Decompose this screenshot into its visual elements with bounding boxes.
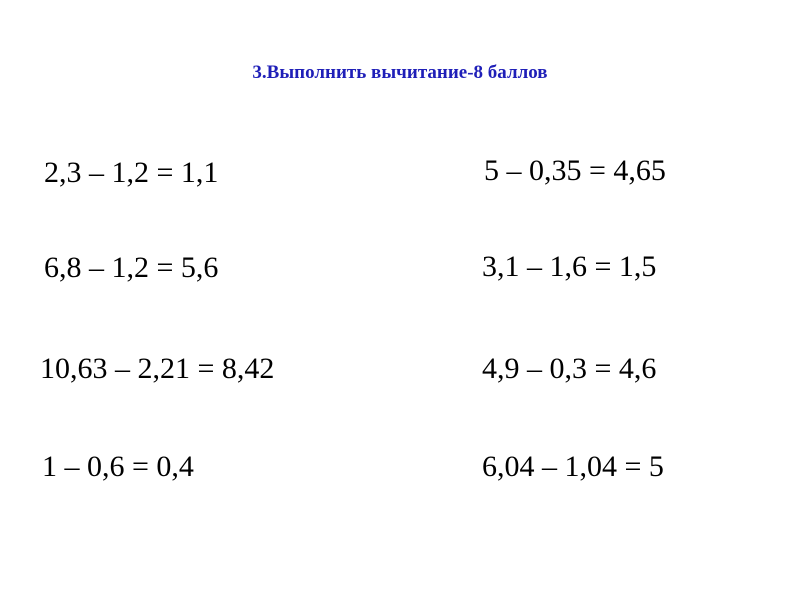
equation-right-4: 6,04 – 1,04 = 5 (482, 450, 664, 483)
page-title: 3.Выполнить вычитание-8 баллов (252, 62, 548, 83)
equation-right-1: 5 – 0,35 = 4,65 (484, 154, 666, 187)
equation-left-2: 6,8 – 1,2 = 5,6 (44, 251, 219, 284)
equation-right-2: 3,1 – 1,6 = 1,5 (482, 250, 657, 283)
equation-right-3: 4,9 – 0,3 = 4,6 (482, 352, 657, 385)
equation-left-3: 10,63 – 2,21 = 8,42 (40, 352, 275, 385)
equation-left-4: 1 – 0,6 = 0,4 (42, 450, 194, 483)
equation-left-1: 2,3 – 1,2 = 1,1 (44, 156, 219, 189)
